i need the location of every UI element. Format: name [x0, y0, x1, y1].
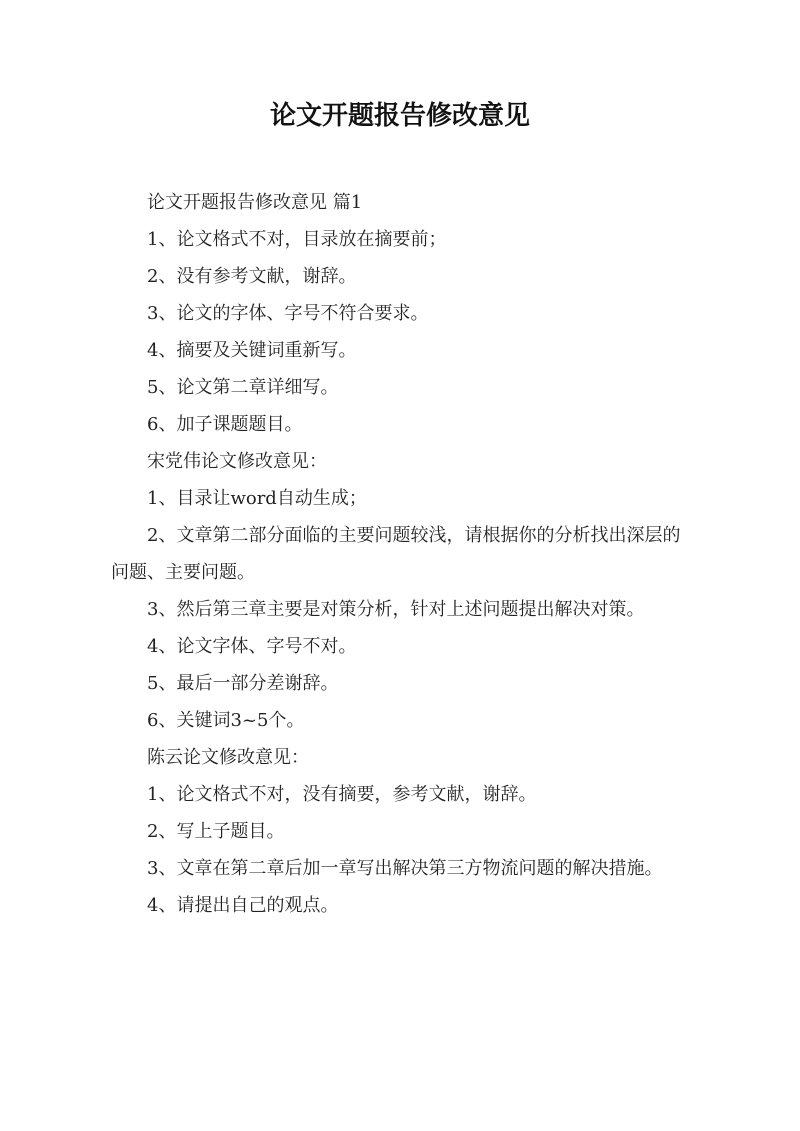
paragraph-item: 1、目录让word自动生成； — [147, 488, 367, 509]
paragraph-item: 2、文章第二部分面临的主要问题较浅，请根据你的分析找出深层的问题、主要问题。 — [111, 525, 681, 583]
paragraph-item: 5、论文第二章详细写。 — [147, 377, 339, 398]
paragraph-section-heading-1: 论文开题报告修改意见 篇1 — [147, 192, 363, 213]
document-body — [111, 184, 691, 924]
paragraph-item: 1、论文格式不对，没有摘要，参考文献，谢辞。 — [147, 784, 537, 805]
paragraph-section-heading-3: 陈云论文修改意见： — [147, 747, 309, 768]
paragraph-item: 4、请提出自己的观点。 — [147, 895, 339, 916]
page-title: 论文开题报告修改意见 — [269, 101, 530, 131]
paragraph-item: 3、然后第三章主要是对策分析，针对上述问题提出解决对策。 — [147, 599, 645, 620]
paragraph-item: 5、最后一部分差谢辞。 — [147, 673, 339, 694]
paragraph-item: 2、没有参考文献，谢辞。 — [147, 266, 357, 287]
paragraph-item: 4、摘要及关键词重新写。 — [147, 340, 357, 361]
paragraph-item: 6、关键词3~5个。 — [147, 710, 305, 731]
paragraph-item: 2、写上子题目。 — [147, 821, 285, 842]
paragraph-section-heading-2: 宋党伟论文修改意见： — [147, 451, 327, 472]
paragraph-item: 3、论文的字体、字号不符合要求。 — [147, 303, 429, 324]
paragraph-item: 1、论文格式不对，目录放在摘要前； — [147, 229, 447, 250]
paragraph-item: 3、文章在第二章后加一章写出解决第三方物流问题的解决措施。 — [147, 858, 663, 879]
paragraph-item: 4、论文字体、字号不对。 — [147, 636, 357, 657]
paragraph-item: 6、加子课题题目。 — [147, 414, 303, 435]
